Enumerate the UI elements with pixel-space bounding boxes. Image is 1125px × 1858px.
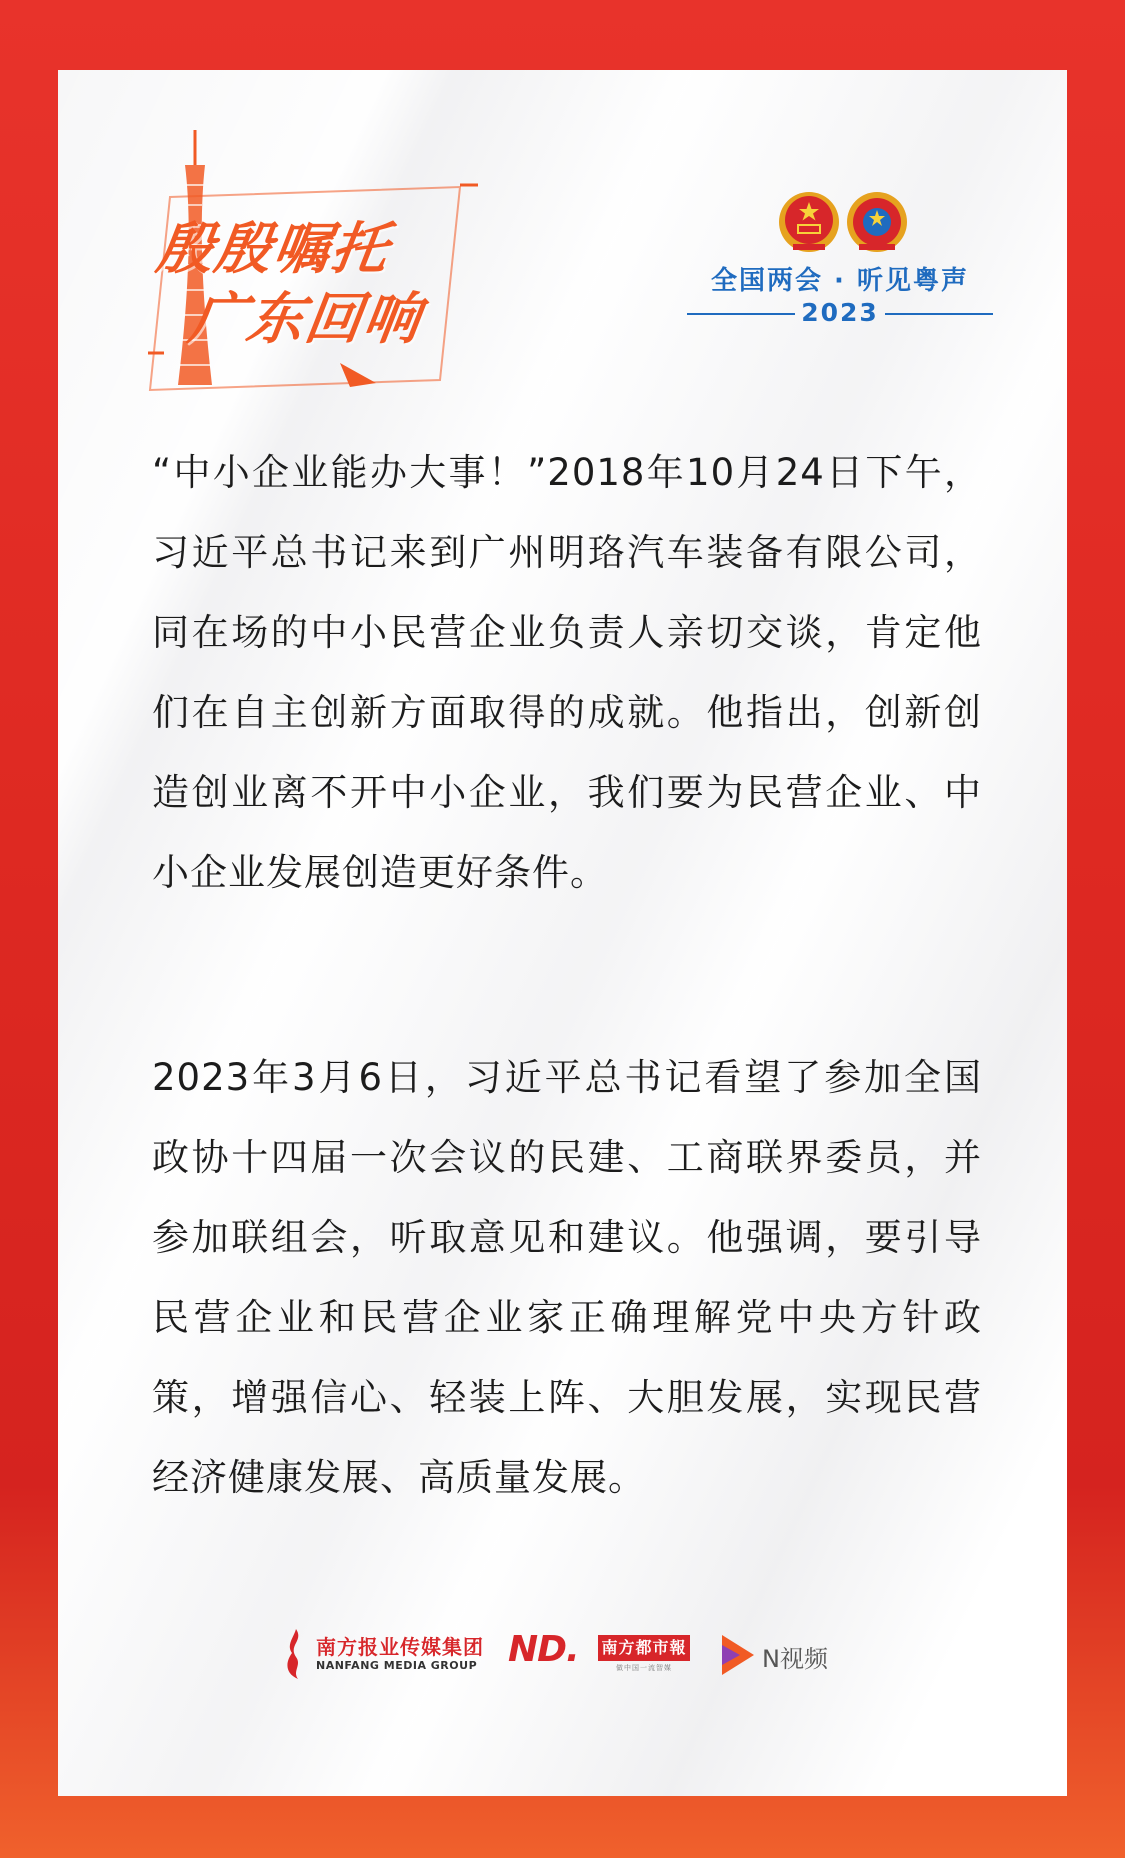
nandu-name: 南方都市報 (598, 1635, 690, 1661)
footer-logos (280, 1625, 880, 1685)
nanfang-name-cn: 南方报业传媒集团 (316, 1635, 484, 1659)
event-year-row (685, 298, 995, 328)
nandu-slogan: 做中国一流智媒 (616, 1664, 672, 1672)
title-badge (140, 125, 490, 395)
play-icon (718, 1633, 758, 1677)
event-name: 全国两会 · 听见粤声 (711, 266, 969, 296)
article-paragraph-1: “中小企业能办大事！”2018年10月24日下午，习近平总书记来到广州明珞汽车装备有限公司，同在场的中小民营企业负责人亲切交谈，肯定他们在自主创新方面取得的成就。他指出，创新创造创业离不开中小企业，我们要为民营企业、中小企业发展创造更好条件。 (152, 451, 982, 894)
nvideo-name: N视频 (762, 1645, 828, 1673)
nvideo-logo (718, 1631, 848, 1681)
national-emblem-icon (779, 192, 839, 252)
article-paragraph-2: 2023年3月6日，习近平总书记看望了参加全国政协十四届一次会议的民建、工商联界委员，并参加联组会，听取意见和建议。他强调，要引导民营企业和民营企业家正确理解党中央方针政策，增强信心、轻装上阵、大胆发展，实现民营经济健康发展、高质量发展。 (152, 1056, 982, 1499)
nandu-logo (508, 1629, 698, 1685)
flame-icon (280, 1627, 312, 1681)
cppcc-emblem-icon (847, 192, 907, 252)
nandu-mark: ND. (508, 1629, 579, 1670)
nanfang-media-logo (280, 1625, 490, 1685)
event-logo (685, 188, 995, 328)
nanfang-name-en: NANFANG MEDIA GROUP (316, 1659, 478, 1672)
event-year: 2023 (801, 298, 879, 327)
title-line-2: 广东回响 (184, 287, 426, 352)
title-line-1: 殷殷嘱托 (152, 217, 394, 282)
